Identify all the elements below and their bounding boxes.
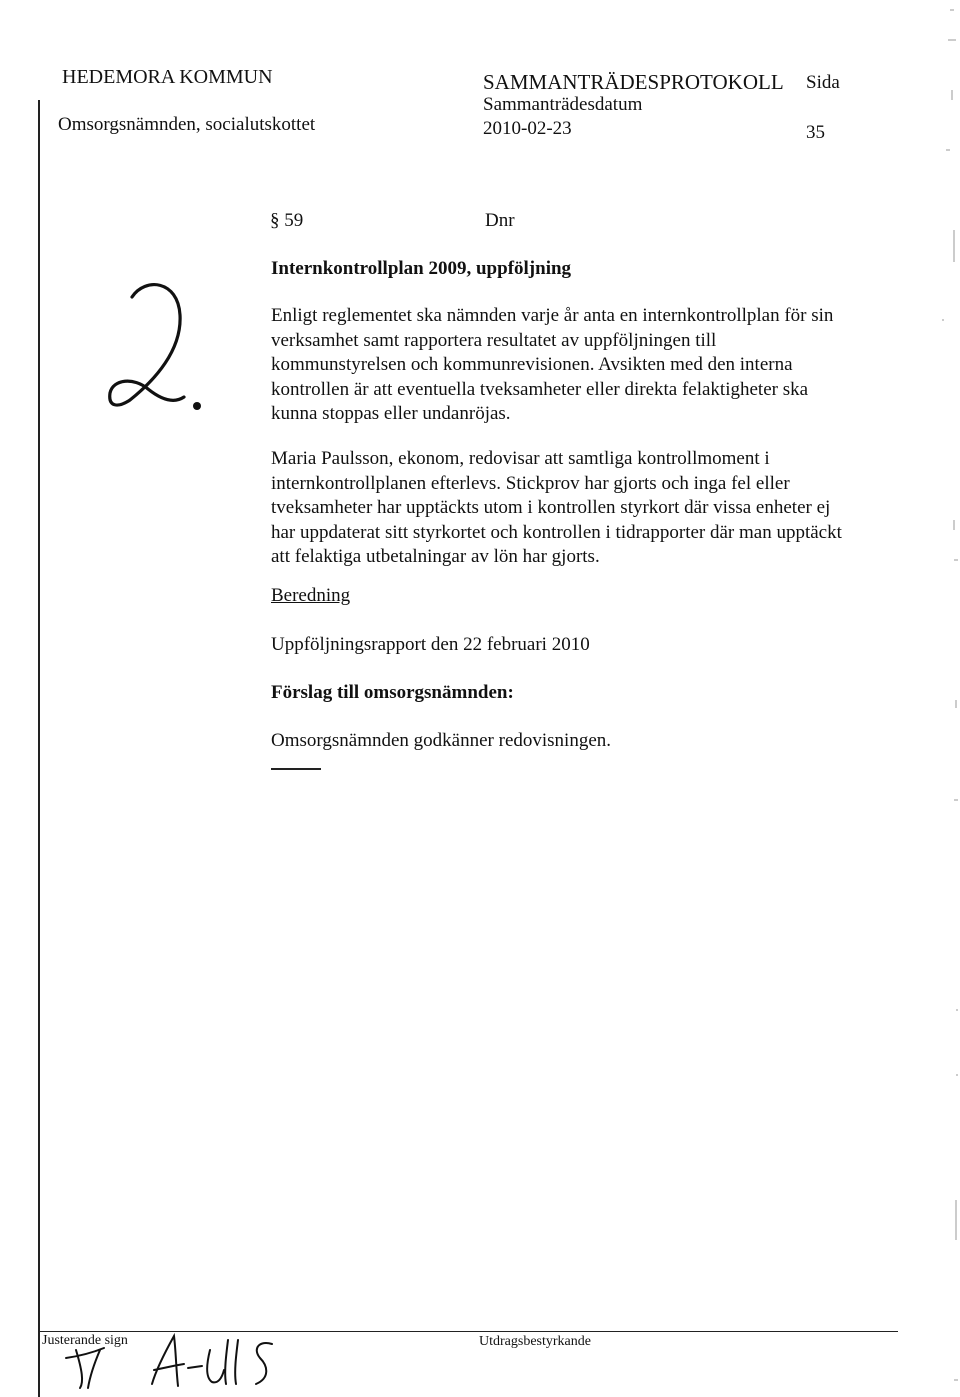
text-line: tveksamheter har upptäckts utom i kontrollen styrkort där vissa enheter ej (271, 497, 831, 518)
proposal-heading: Förslag till omsorgsnämnden: (271, 682, 514, 703)
text-line: kontrollen är att eventuella tveksamheter eller direkta felaktigheter ska (271, 378, 809, 400)
beredning-text: Uppföljningsrapport den 22 februari 2010 (271, 634, 590, 655)
handwritten-signatures (60, 1330, 300, 1392)
scan-edge-artifacts (930, 0, 960, 1397)
date-label: Sammanträdesdatum (483, 94, 643, 115)
page-number: 35 (806, 122, 825, 143)
beredning-heading: Beredning (271, 585, 351, 606)
proposal-text: Omsorgsnämnden godkänner redovisningen. (271, 730, 612, 751)
municipality-name: HEDEMORA KOMMUN (62, 66, 273, 88)
text-line: Enligt reglementet ska nämnden varje år anta en internkontrollplan för sin (271, 305, 834, 326)
handwritten-margin-mark (100, 275, 210, 420)
paragraph-2 (271, 447, 842, 570)
extract-label: Utdragsbestyrkande (479, 1334, 591, 1349)
text-line: har uppdaterat sitt styrkortet och kontrollen i tidrapporter där man upptäckt (271, 521, 842, 543)
text-line: kommunstyrelsen och kommunrevisionen. Avsikten med den interna (271, 354, 793, 375)
text-line: verksamhet samt rapportera resultatet av uppföljningen till (271, 329, 717, 351)
dnr-label: Dnr (485, 210, 515, 231)
paragraph-1 (271, 304, 833, 427)
paragraph-number: § 59 (270, 210, 304, 231)
text-line: att felaktiga utbetalningar av lön har gjorts. (271, 546, 600, 567)
text-line: internkontrollplanen efterlevs. Stickprov har gjorts och inga fel eller (271, 472, 790, 494)
meeting-date: 2010-02-23 (483, 118, 572, 139)
justering-label: Justerande sign (42, 1333, 128, 1348)
end-rule (271, 768, 321, 770)
text-line: kunna stoppas eller undanröjas. (271, 403, 511, 424)
document-type: SAMMANTRÄDESPROTOKOLL (483, 70, 784, 94)
text-line: Maria Paulsson, ekonom, redovisar att samtliga kontrollmoment i (271, 448, 770, 469)
section-title: Internkontrollplan 2009, uppföljning (271, 258, 572, 279)
page-label: Sida (806, 72, 840, 93)
left-margin-rule (38, 100, 40, 1397)
committee-name: Omsorgsnämnden, socialutskottet (58, 114, 316, 135)
